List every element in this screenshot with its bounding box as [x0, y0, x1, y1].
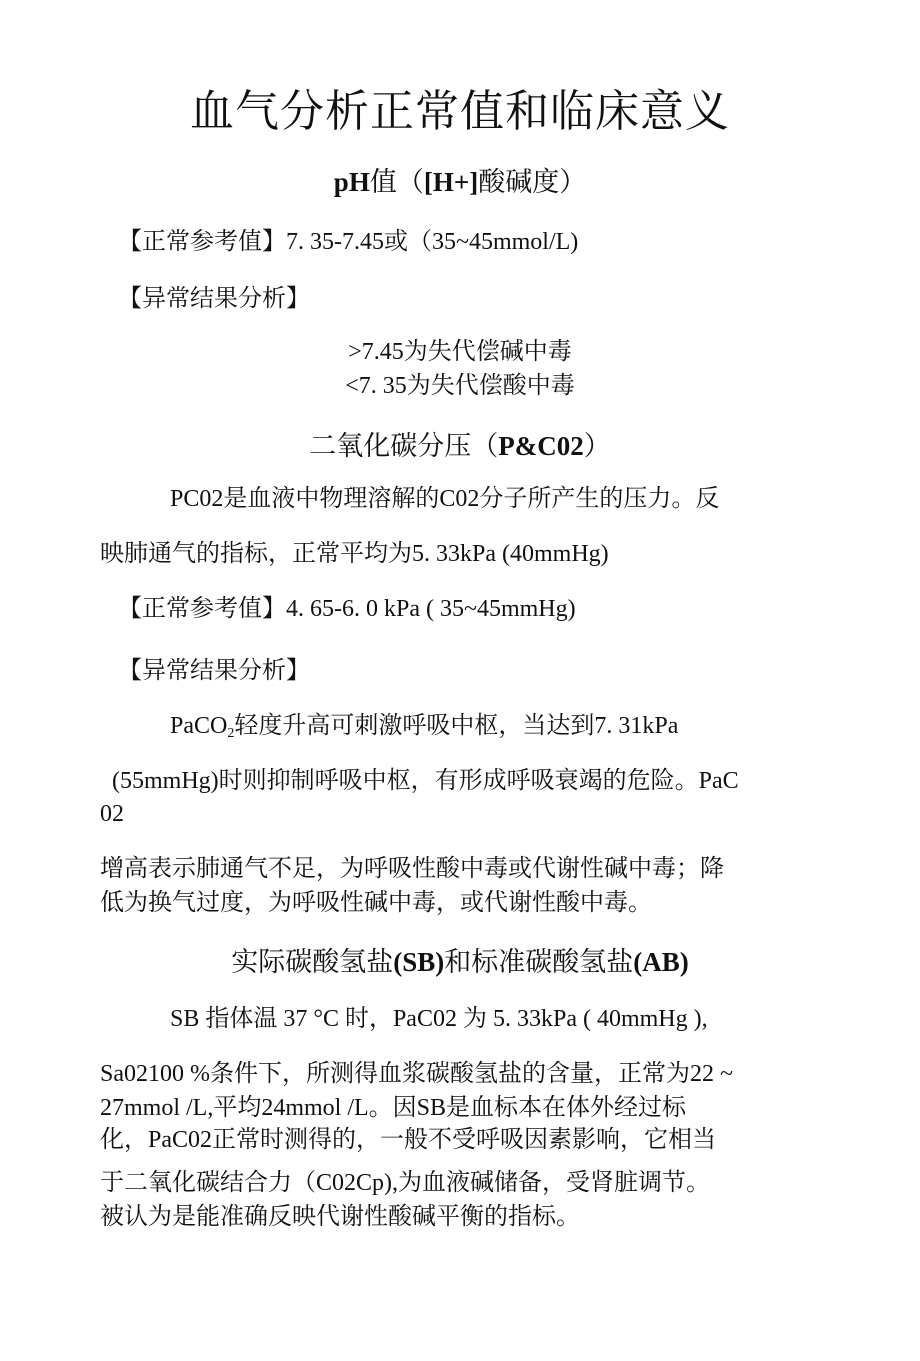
ph-normal-value: 【正常参考值】7. 35-7.45或（35~45mmol/L) — [118, 229, 579, 255]
pco2-paragraph-line-3: 02 — [100, 801, 124, 827]
sb-ab-line-3: 27mmol /L,平均24mmol /L。因SB是血标本在体外经过标 — [100, 1095, 687, 1121]
pco2-paragraph-line-1 — [170, 712, 678, 741]
pco2-paragraph-line-5: 低为换气过度，为呼吸性碱中毒，或代谢性酸中毒。 — [100, 890, 652, 916]
ph-high-result: >7.45为失代偿碱中毒 — [348, 339, 572, 365]
ph-heading-a: pH — [333, 167, 370, 197]
pco2-abnormal-label: 【异常结果分析】 — [118, 656, 310, 684]
paco2-subscript: 2 — [227, 726, 235, 741]
pco2-description-line-2: 映肺通气的指标，正常平均为5. 33kPa (40mmHg) — [100, 541, 609, 567]
ph-heading-b: 值（ — [369, 167, 424, 198]
ph-low-result: <7. 35为失代偿酸中毒 — [345, 373, 575, 399]
sb-ab-line-2: Sa02100 %条件下，所测得血浆碳酸氢盐的含量，正常为22 ~ — [100, 1061, 733, 1087]
paco2-symbol: PaCO — [170, 713, 228, 739]
ph-abnormal-label: 【异常结果分析】 — [118, 284, 310, 312]
pco2-heading — [0, 430, 920, 463]
pco2-normal-value: 【正常参考值】4. 65-6. 0 kPa ( 35~45mmHg) — [118, 596, 576, 622]
sb-ab-heading — [0, 946, 920, 979]
sb-ab-heading-c: 和标准碳酸氢盐 — [444, 947, 634, 978]
ph-heading-c: [H+] — [423, 167, 479, 197]
sb-ab-line-1: SB 指体温 37 °C 时，PaC02 为 5. 33kPa ( 40mmHg ), — [170, 1006, 708, 1032]
ph-heading-d: 酸碱度） — [478, 167, 587, 198]
page-title: 血气分析正常值和临床意义 — [190, 86, 730, 137]
sb-ab-heading-d: (AB) — [633, 947, 689, 977]
pco2-paragraph-line-4: 增高表示肺通气不足，为呼吸性酸中毒或代谢性碱中毒；降 — [100, 856, 724, 882]
pco2-heading-b: P&C02 — [498, 431, 584, 461]
sb-ab-line-5: 于二氧化碳结合力（C02Cp),为血液碱储备，受肾脏调节。 — [100, 1170, 711, 1196]
ph-heading — [0, 166, 920, 199]
pco2-paragraph-line-1-text: 轻度升高可刺激呼吸中枢，当达到7. 31kPa — [234, 713, 679, 739]
pco2-heading-a: 二氧化碳分压（ — [309, 431, 499, 462]
sb-ab-line-4: 化，PaC02正常时测得的，一般不受呼吸因素影响，它相当 — [100, 1127, 717, 1153]
sb-ab-line-6: 被认为是能准确反映代谢性酸碱平衡的指标。 — [100, 1204, 580, 1230]
pco2-description-line-1: PC02是血液中物理溶解的C02分子所产生的压力。反 — [170, 486, 720, 512]
sb-ab-heading-a: 实际碳酸氢盐 — [231, 947, 394, 978]
pco2-heading-c: ） — [583, 431, 611, 462]
pco2-paragraph-line-2: (55mmHg)时则抑制呼吸中枢，有形成呼吸衰竭的危险。PaC — [112, 768, 739, 794]
sb-ab-heading-b: (SB) — [393, 947, 445, 977]
